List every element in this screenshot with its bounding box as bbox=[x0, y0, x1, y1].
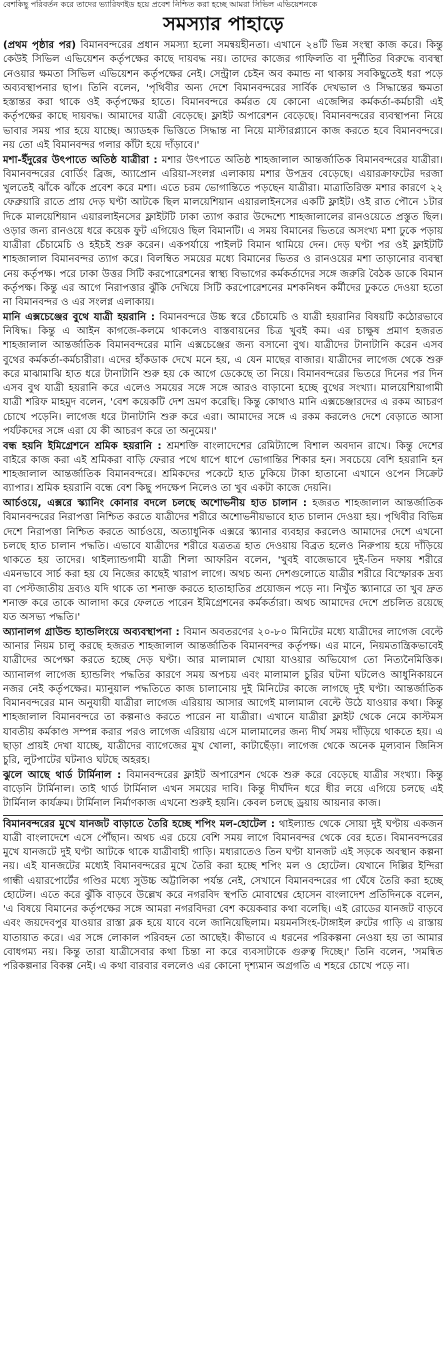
article-body bbox=[0, 39, 447, 974]
section-text: হজরত শাহজালাল আন্তর্জাতিক বিমানবন্দরের নিরাপত্তা নিশ্চিত করতে যাত্রীদের শরীরে অশোভনীয়ভাবে হাত চালান দেওয়া হয়। পৃথিবীর বিভিন্ন দেশে নিরাপত্তা নিশ্চিত করতে আর্চওয়ে, অত্যাধুনিক এক্সরে স্ক্যানার ব্যবহার করলেও আমাদের দেশে এখনো চলছে হাত চালান পদ্ধতি। এভাবে যাত্রীদের শরীরে যত্রতত্র হাত দেওয়ায় বিব্রত হলেও নিরুপায় হয়ে দাঁড়িয়ে থাকতে হয় তাদের। থাইল্যান্ডগামী যাত্রী শিলা আফরিন বলেন, 'খুবই বাজেভাবে দুই-তিন দফায় শরীরে এমনভাবে সার্চ করা হয় যে নিজের কাছেই খারাপ লাগে। অথচ অন্য দেশগুলোতে যাত্রীর শরীরে বিস্ফোরক দ্রব্য বা পেস্টজাতীয় দ্রব্যও যদি থাকে তা শনাক্ত করতে হাতাহাতির প্রয়োজন পড়ে না। নিখুঁত স্ক্যানারে তা খুব দ্রুত শনাক্ত করে তাকে আলাদা করে ফেলতে পারেন ইমিগ্রেশনের কর্মকর্তারা। অথচ আমাদের দেশে প্রচলিত রয়েছে যত অসভ্য পদ্ধতি।' bbox=[3, 498, 443, 623]
section-title: অ্যানালগ গ্রাউন্ড হ্যান্ডলিংয়ে অব্যবস্থাপনা : bbox=[3, 626, 180, 638]
top-cut-line: বেশকিছু পরিবর্তন করে তাদের ভ্যারিফাইড হয়ে প্রবেশ নিশ্চিত করা হচ্ছে আমরা সিভিল এভিয়েশনকে bbox=[3, 0, 318, 9]
section-text: মশার উৎপাতে অতিষ্ঠ শাহজালাল আন্তর্জাতিক বিমানবন্দরের যাত্রীরা। বিমানবন্দরের বোর্ডিং ব্রিজ, অ্যাপ্রোন এরিয়া-সংলগ্ন এলাকায় মশার উপদ্রব বেড়েছে। এয়ারক্রাফটের দরজা খুলতেই ঝাঁকে ঝাঁকে প্রবেশ করে মশা। এতে চরম ভোগান্তিতে পড়ছেন যাত্রীরা। মাত্রাতিরিক্ত মশার কারণে ২২ ফেব্রুয়ারি রাতে প্রায় দেড় ঘণ্টা আটকে ছিল মালয়েশিয়ান এয়ারলাইনসের একটি ফ্লাইট। ওই রাত পৌনে ১টার দিকে মালয়েশিয়ান এয়ারলাইনসের ফ্লাইটটি ঢাকা ত্যাগ করার উদ্দেশ্যে শাহজালালের রানওয়েতে প্রস্তুত ছিল। ওড়ার জন্য রানওয়ে ধরে কয়েক ফুট এগিয়েও ছিল বিমানটি। এ সময় বিমানের ভিতরে অসংখ্য মশা ঢুকে পড়ায় যাত্রীরা চেঁচামেচি ও হইচই শুরু করেন। একপর্যায়ে পাইলট বিমান থামিয়ে দেন। দেড় ঘণ্টা পর ওই ফ্লাইটটি শাহজালাল বিমানবন্দর ত্যাগ করে। বিলম্বিত সময়ের মধ্যে বিমানের ভিতর ও রানওয়ের মশা তাড়ানোর ব্যবস্থা নেয় কর্তৃপক্ষ। পরে ঢাকা উত্তর সিটি করপোরেশনের স্বাস্থ্য বিভাগের কর্মকর্তাদের সঙ্গে জরুরি বৈঠক ডাকে বিমান কর্তৃপক্ষ। কিন্তু এর আগে নিরাপত্তার ঝুঁকি দেখিয়ে সিটি করপোরেশনের মশকনিধন কর্মীদের ঢুকতে দেওয়া হতো না বিমানবন্দর ও এর সংলগ্ন এলাকায়। bbox=[3, 154, 443, 308]
section-title: বিমানবন্দরের মুখে যানজট বাড়াতে তৈরি হচ্ছে শপিং মল-হোটেল : bbox=[3, 818, 275, 830]
section-text: বিমান অবতরণের ২০-৮০ মিনিটের মধ্যে যাত্রীদের লাগেজ বেল্টে আনার নিয়ম চালু করছে হজরত শাহজালাল আন্তর্জাতিক বিমানবন্দর কর্তৃপক্ষ। এর মানে, নিয়মতান্ত্রিকভাবেই যাত্রীদের অপেক্ষা করতে হচ্ছে দেড় ঘণ্টা। আর মালামাল খোয়া যাওয়ার অভিযোগ তো নিত্যনৈমিত্তিক। অ্যানালগ লাগেজ হ্যান্ডলিং পদ্ধতির কারণে সময় অপচয় এবং মালামাল চুরির ঘটনা ঘটলেও আধুনিকায়নে নজর নেই কর্তৃপক্ষের। ম্যানুয়াল পদ্ধতিতে কাজ চালানোয় দুই মিনিটের কাজে লাগছে দুই ঘণ্টা। আন্তর্জাতিক বিমানবন্দরের মান অনুযায়ী যাত্রীরা লাগেজ এরিয়ায় আসার আগেই মালামাল বেল্টে উঠে যাওয়ার কথা। কিন্তু শাহজালাল বিমানবন্দরে তা কল্পনাও করতে পারেন না যাত্রীরা। এখানে যাত্রীরা ফ্লাইট থেকে নেমে কাস্টমস যাবতীয় কর্মকাণ্ড সম্পন্ন করার পরও লাগেজ এরিয়ায় এসে মালামালের জন্য দীর্ঘ সময় দাঁড়িয়ে থাকতে হয়। এ ছাড়া প্রায়ই দেখা যাচ্ছে, যাত্রীদের ব্যাগেজের মুখ খোলা, কাটাছেঁড়া। লাগেজ থেকে অনেক মূল্যবান জিনিস চুরি, লুটপাটের ঘটনাও ঘটছে অহরহ। bbox=[3, 626, 443, 766]
section-title: বন্ধ হয়নি ইমিগ্রেশনে শ্রমিক হয়রানি : bbox=[3, 440, 162, 452]
section-text: শ্রমশক্তি বাংলাদেশের রেমিট্যান্সে বিশাল অবদান রাখে। কিন্তু দেশের বাইরে কাজ করা এই শ্রমিকরা বাড়ি ফেরার পথে ধাপে ধাপে ভোগান্তির শিকার হন। সবচেয়ে বেশি হয়রানি হন শাহজালাল আন্তর্জাতিক বিমানবন্দরে। শ্রমিকদের পকেটে হাত ঢুকিয়ে টাকা হাতানো এখানে ওপেন সিক্রেট ব্যাপার। শ্রমিক হয়রানি বন্ধে বেশ কিছু পদক্ষেপ নিলেও তা খুব একটা কাজে দেয়নি। bbox=[3, 440, 443, 495]
section-title: আর্চওয়ে, এক্সরে স্ক্যানিং কোনার বদলে চলছে অশোভনীয় হাত চালান : bbox=[3, 498, 307, 509]
section-third-terminal bbox=[3, 769, 443, 812]
section-title: ঝুলে আছে থার্ড টার্মিনাল : bbox=[3, 769, 122, 781]
section-ground-handling bbox=[3, 626, 443, 769]
article-headline: সমস্যার পাহাড়ে bbox=[163, 13, 284, 35]
section-body-search bbox=[3, 497, 443, 625]
section-mosquito bbox=[3, 154, 443, 311]
section-title: মানি এক্সচেঞ্জের বুথে যাত্রী হয়রানি : bbox=[3, 311, 155, 323]
intro-text: বিমানবন্দরের প্রধান সমস্যা হলো সমন্বয়হীনতা। এখানে ২৪টি ভিন্ন সংস্থা কাজ করে। কিন্তু কেউই সিভিল এভিয়েশন কর্তৃপক্ষের কাছে দায়বদ্ধ নয়। তাদের কাজের গাফিলতি বা দুর্নীতির বিরুদ্ধে ব্যবস্থা নেওয়ার ক্ষমতা সিভিল এভিয়েশন কর্তৃপক্ষের নেই। সেন্ট্রাল চেইন অব কমান্ড না থাকায় সবকিছুতেই ধরা পড়ে অব্যবস্থাপনার ছাপ। তিনি বলেন, 'পৃথিবীর অন্য দেশে বিমানবন্দরের সার্বিক দেখভাল ও সিদ্ধান্তের ক্ষমতা হস্তান্তর করা থাকে ওই কর্তৃপক্ষের হাতে। বিমানবন্দরে কর্মরত যে কোনো এজেন্সির কর্মকর্তা-কর্মচারী এই কর্তৃপক্ষের কাছে দায়বদ্ধ। আমাদের যাত্রী বেড়েছে। ফ্লাইট অপারেশন বেড়েছে। বিমানবন্দরের ব্যবস্থাপনা নিয়ে ভাবার সময় পার হয়ে যাচ্ছে। অ্যাডহক ভিত্তিতে সিদ্ধান্ত না নিয়ে মাস্টারপ্ল্যানে কাজ করতে হবে বিমানবন্দরে। নয় তো এই বিমানবন্দর গলার কাঁটা হয়ে দাঁড়াবে।' bbox=[3, 40, 443, 151]
section-divider bbox=[3, 815, 443, 816]
section-text: থাইল্যান্ড থেকে সোয়া দুই ঘণ্টায় একজন যাত্রী বাংলাদেশে এসে পৌঁছান। অথচ এর চেয়ে বেশি সময় লাগে বিমানবন্দর থেকে বের হতে। বিমানবন্দরের মুখে যানজটে দুই ঘণ্টা আটকে থাকে যাত্রীবাহী গাড়ি। মধ্যরাতেও তিন ঘণ্টা যানজট এই সড়কে অবস্থান কল্পনা নয়। এই যানজটের মধ্যেই বিমানবন্দরের মুখে তৈরি করা হচ্ছে শপিং মল ও হোটেল। যেখানে দিল্লির ইন্দিরা গান্ধী এয়ারপোর্টের গণ্ডির মধ্যে সুউচ্চ অট্টালিকা পর্যন্ত নেই, সেখানে বিমানবন্দরের গা ঘেঁষে তৈরি করা হচ্ছে হোটেল। এতে করে ঝুঁকি বাড়বে উল্লেখ করে নগরবিদ স্থপতি মোবাশ্বের হোসেন বাংলাদেশ প্রতিদিনকে বলেন, 'এ বিষয়ে বিমানের কর্তৃপক্ষের সঙ্গে আমরা নগরবিদরা বেশ কয়েকবার কথা বলেছি। এই রোডের যানজট বাড়বে এবং জয়দেবপুর যাওয়ার রাস্তা ব্লক হয়ে যাবে বলে জানিয়েছিলাম। ময়মনসিংহ-টাঙ্গাইল রুটের গাড়ি এ রাস্তায় যাতায়াত করে। এর সঙ্গে লোকাল পরিবহন তো আছেই। কীভাবে এ ধরনের পরিকল্পনা নেওয়া হয় তা আমার বোধগম্য নয়। কিন্তু তারা যাত্রীসেবার কথা চিন্তা না করে ব্যবসাটাকে গুরুত্ব দিচ্ছে।' তিনি বলেন, 'সমন্বিত পরিকল্পনার বিকল্প নেই। এ কথা বারবার বললেও এর কোনো দৃশ্যমান অগ্রগতি এ শহরে চোখে পড়ে না। bbox=[3, 818, 443, 972]
section-traffic-mall bbox=[3, 818, 443, 975]
section-money-exchange bbox=[3, 311, 443, 439]
section-text: বিমানবন্দরের ফ্লাইট অপারেশন থেকে শুরু করে বেড়েছে যাত্রীর সংখ্যা। কিন্তু বাড়েনি টার্মিনাল। তাই থার্ড টার্মিনাল এখন সময়ের দাবি। কিন্তু দীর্ঘদিন ধরে ধীর লয়ে এগিয়ে চলছে এই টার্মিনাল কার্যক্রম। টার্মিনাল নির্মাণকাজ এখনো শুরুই হয়নি। কেবল চলছে ড্রয়ায় আয়নার কাজ। bbox=[3, 769, 443, 810]
intro-paragraph bbox=[3, 39, 443, 153]
section-title: মশা-ইঁদুরের উৎপাতে অতিষ্ঠ যাত্রীরা : bbox=[3, 154, 158, 166]
section-immigration bbox=[3, 440, 443, 497]
section-text: বিমানবন্দরে উচ্চ স্বরে চেঁচামেচি ও যাত্রী হয়রানির বিষয়টি কঠোরভাবে নিষিদ্ধ। কিন্তু এ আইন কাগজে-কলমে থাকলেও বাস্তবায়নের চিত্র খুবই কম। এর চাক্ষুষ প্রমাণ হজরত শাহজালাল আন্তর্জাতিক বিমানবন্দরের মানি এক্সচেঞ্জের জন্য বসানো বুথ। যাত্রীদের টানাটানি করেন এসব বুথের কর্মকর্তা-কর্মচারীরা। এদের হাঁকডাক দেখে মনে হয়, এ যেন মাছের বাজার। যাত্রীদের লাগেজ থেকে শুরু করে মাঝামাঝি হাত ধরে টানাটানি শুরু হয় কে আগে ডেকেছে তা নিয়ে। বিমানবন্দরের ভিতরে দিনের পর দিন এসব বুথ যাত্রী হয়রানি করে এলেও সময়ের সঙ্গে সঙ্গে আরও বাড়ানো হচ্ছে বুথের সংখ্যা। মালয়েশিয়াগামী যাত্রী শরিফ মাহমুদ বলেন, 'বেশ কয়েকটি দেশ ভ্রমণ করেছি। কিন্তু কোথাও মানি এক্সচেঞ্জারদের এ রকম আচরণ চোখে পড়েনি। লাগেজ ধরে টানাটানি শুরু করে এরা। আমাদের সঙ্গে এ রকম করলেও দেশে বেড়াতে আসা পর্যটকদের সঙ্গে এরা যে কী আচরণ করে তা অনুমেয়।' bbox=[3, 311, 443, 437]
continuation-lead: (প্রথম পৃষ্ঠার পর) bbox=[3, 40, 76, 51]
